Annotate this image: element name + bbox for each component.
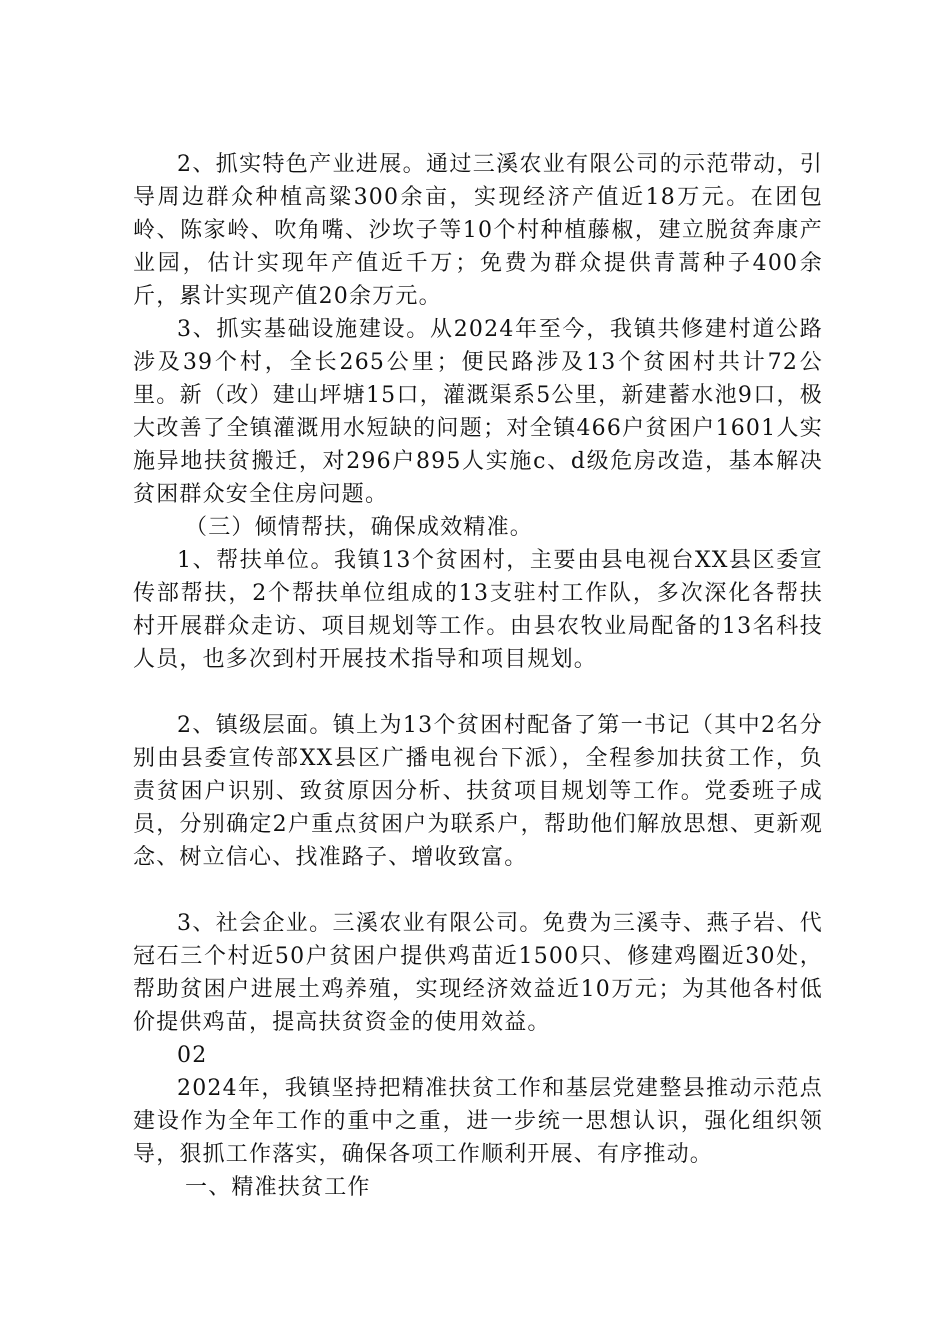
paragraph-town-level: 2、镇级层面。镇上为13个贫困村配备了第一书记（其中2名分别由县委宣传部XX县区广播电视台下派），全程参加扶贫工作，负责贫困户识别、致贫原因分析、扶贫项目规划等工作。党委班子成员，分别确定2户重点贫困户为联系户，帮助他们解放思想、更新观念、树立信心、找准路子、增收致富。	[133, 713, 823, 870]
paragraph-annual-summary: 2024年，我镇坚持把精准扶贫工作和基层党建整县推动示范点建设作为全年工作的重中之重，进一步统一思想认识，强化组织领导，狠抓工作落实，确保各项工作顺利开展、有序推动。	[133, 1076, 823, 1167]
paragraph-industry-development: 2、抓实特色产业进展。通过三溪农业有限公司的示范带动，引导周边群众种植高粱300余亩，实现经济产值近18万元。在团包岭、陈家岭、吹角嘴、沙坎子等10个村种植藤椒，建立脱贫奔康产业园，估计实现年产值近千万；免费为群众提供青蒿种子400余斤，累计实现产值20余万元。	[133, 152, 823, 309]
paragraph-infrastructure: 3、抓实基础设施建设。从2024年至今，我镇共修建村道公路涉及39个村，全长265公里；便民路涉及13个贫困村共计72公里。新（改）建山坪塘15口，灌溉渠系5公里，新建蓄水池9口，极大改善了全镇灌溉用水短缺的问题；对全镇466户贫困户1601人实施异地扶贫搬迁，对296户895人实施c、d级危房改造，基本解决贫困群众安全住房问题。	[133, 317, 823, 507]
section-heading-assistance: （三）倾情帮扶，确保成效精准。	[185, 515, 534, 540]
section-number: 02	[177, 1043, 208, 1068]
section-heading-poverty-alleviation: 一、精准扶贫工作	[185, 1175, 371, 1200]
paragraph-assistance-units: 1、帮扶单位。我镇13个贫困村，主要由县电视台XX县区委宣传部帮扶，2个帮扶单位组成的13支驻村工作队，多次深化各帮扶村开展群众走访、项目规划等工作。由县农牧业局配备的13名科技人员，也多次到村开展技术指导和项目规划。	[133, 548, 823, 672]
paragraph-social-enterprise: 3、社会企业。三溪农业有限公司。免费为三溪寺、燕子岩、代冠石三个村近50户贫困户提供鸡苗近1500只、修建鸡圈近30处，帮助贫困户进展土鸡养殖，实现经济效益近10万元；为其他各村低价提供鸡苗，提高扶贫资金的使用效益。	[133, 911, 823, 1035]
document-body	[133, 148, 823, 1204]
